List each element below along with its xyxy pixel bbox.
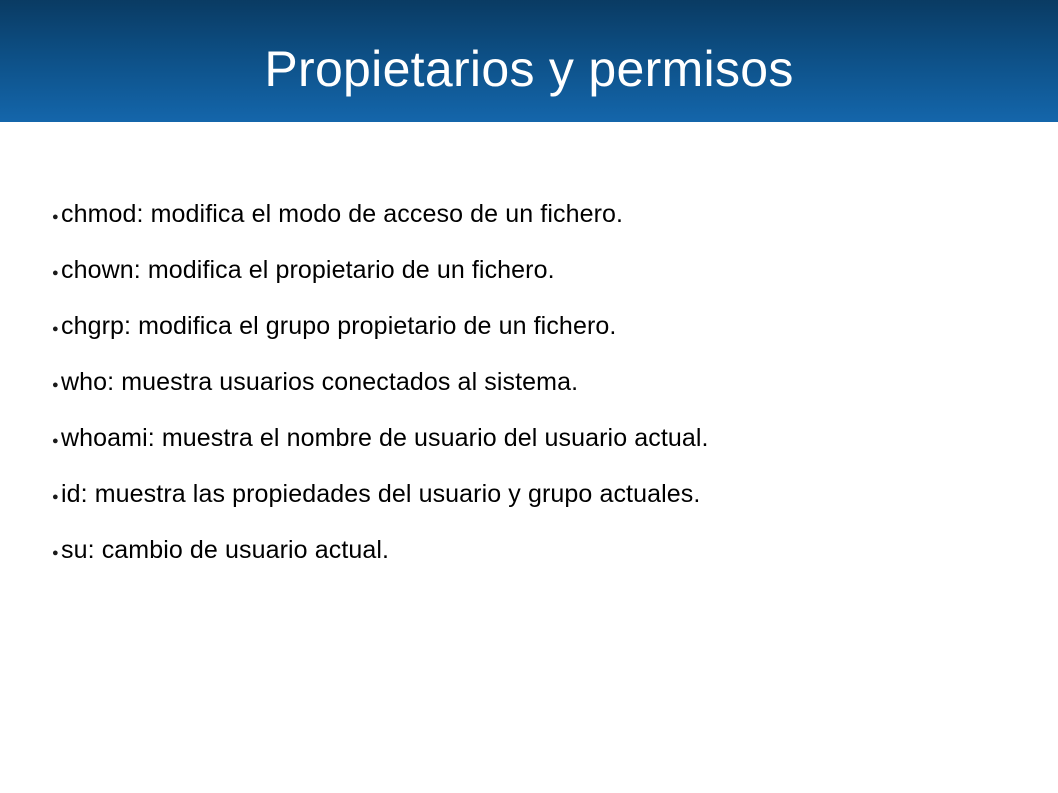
bullet-text: whoami: muestra el nombre de usuario del usuario actual. <box>61 423 709 452</box>
list-item <box>52 466 709 522</box>
list-item <box>52 186 709 242</box>
list-item <box>52 354 709 410</box>
bullet-list <box>52 186 709 578</box>
bullet-text: id: muestra las propiedades del usuario y grupo actuales. <box>61 479 701 508</box>
bullet-text: chown: modifica el propietario de un fichero. <box>61 255 555 284</box>
title-bar <box>0 0 1058 122</box>
bullet-text: chmod: modifica el modo de acceso de un fichero. <box>61 199 624 228</box>
list-item <box>52 298 709 354</box>
bullet-icon: ● <box>52 323 59 335</box>
bullet-text: who: muestra usuarios conectados al sistema. <box>61 367 579 396</box>
slide-title: Propietarios y permisos <box>264 41 794 97</box>
bullet-icon: ● <box>52 547 59 559</box>
bullet-icon: ● <box>52 379 59 391</box>
bullet-icon: ● <box>52 211 59 223</box>
bullet-icon: ● <box>52 491 59 503</box>
bullet-text: su: cambio de usuario actual. <box>61 535 390 564</box>
list-item <box>52 522 709 578</box>
list-item <box>52 410 709 466</box>
bullet-icon: ● <box>52 267 59 279</box>
list-item <box>52 242 709 298</box>
bullet-text: chgrp: modifica el grupo propietario de un fichero. <box>61 311 617 340</box>
bullet-icon: ● <box>52 435 59 447</box>
